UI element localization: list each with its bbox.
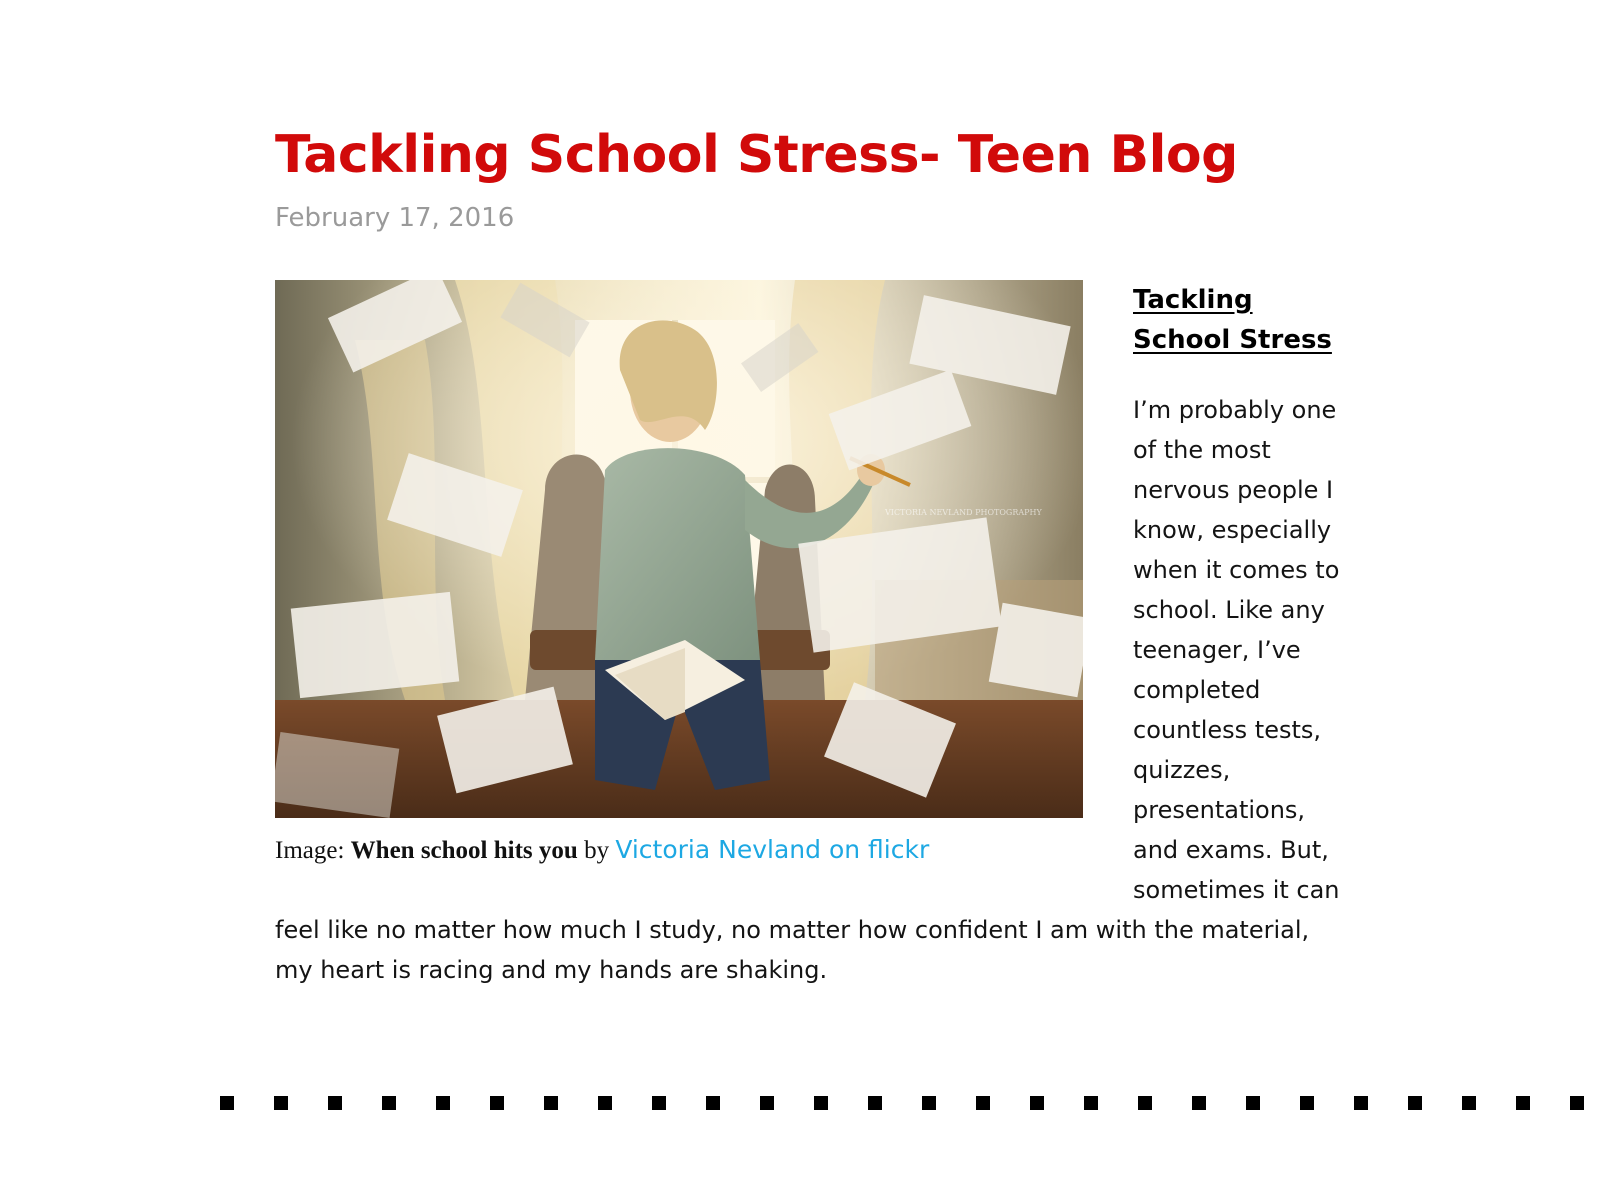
section-divider — [220, 1096, 1590, 1110]
article-subheading: Tackling School Stress — [1133, 285, 1332, 355]
post-figure — [275, 280, 1083, 867]
article-paragraph: I’m probably one of the most nervous people I know, especially when it comes to school. Like any teenager, I’ve completed countless tests, quizzes, presentations, and exams. But, sometimes it can feel like no matter how much I study, no matter how confident I am with the material, my heart is racing and my hands are shaking. — [275, 396, 1340, 984]
post-title[interactable]: Tackling School Stress- Teen Blog — [275, 125, 1238, 185]
image-watermark: VICTORIA NEVLAND PHOTOGRAPHY — [885, 508, 1042, 517]
caption-by: by — [577, 837, 616, 864]
image-caption — [275, 834, 1083, 867]
post-image — [275, 280, 1083, 818]
caption-credit-link[interactable]: Victoria Nevland on flickr — [615, 835, 930, 864]
post-date: February 17, 2016 — [275, 203, 515, 233]
caption-work-title: When school hits you — [350, 837, 578, 864]
post-content — [275, 280, 1345, 990]
caption-prefix: Image: — [275, 837, 351, 864]
blog-post — [275, 120, 1345, 990]
